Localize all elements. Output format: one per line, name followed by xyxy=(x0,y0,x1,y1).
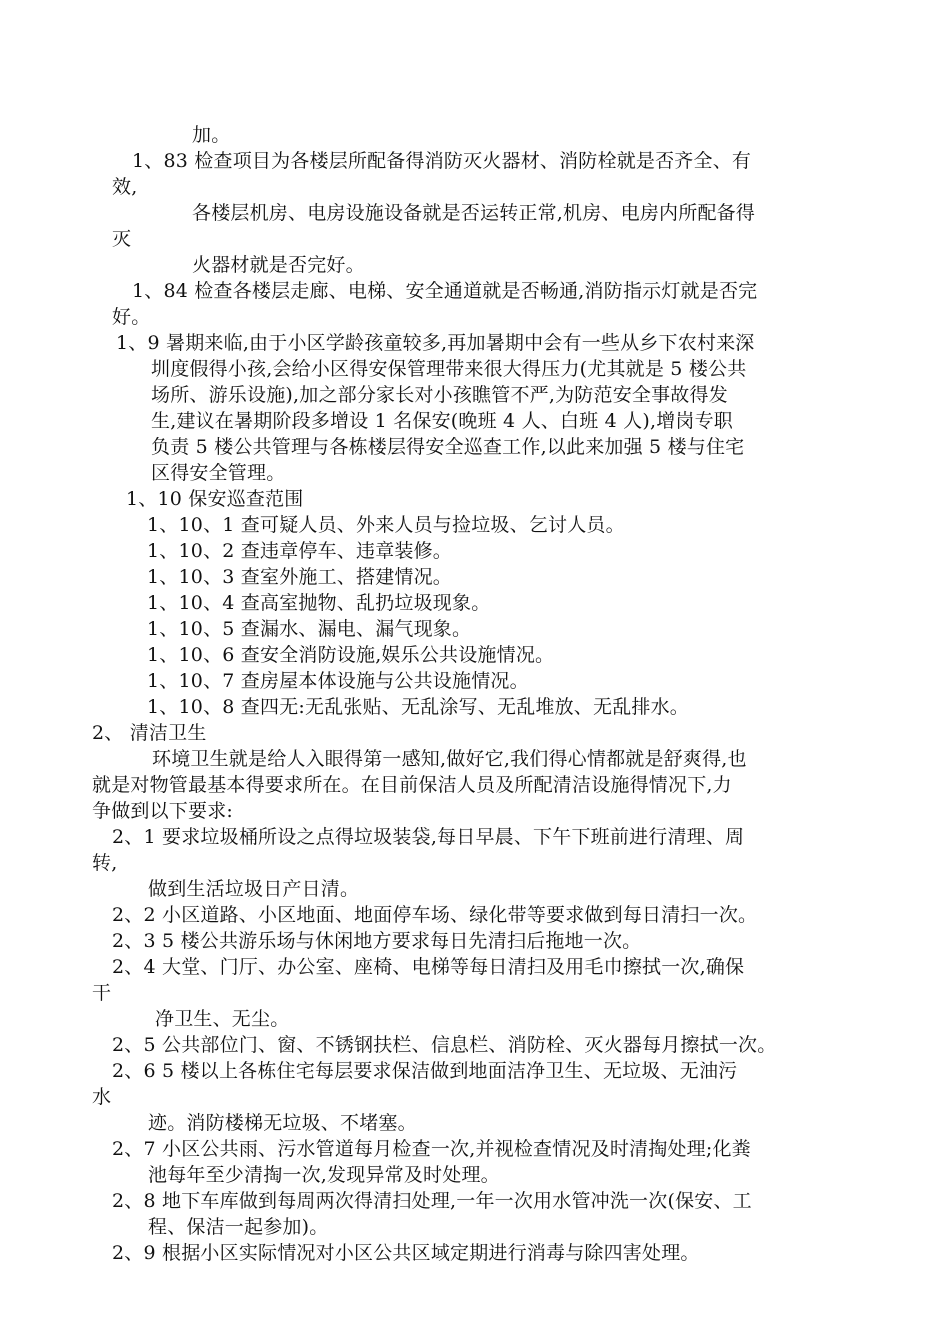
section-heading: 1、10 保安巡查范围 xyxy=(126,488,304,510)
list-item: 1、10、2 查违章停车、违章装修。 xyxy=(147,540,452,562)
list-item: 1、10、5 查漏水、漏电、漏气现象。 xyxy=(147,618,472,640)
list-item: 2、4 大堂、门厅、办公室、座椅、电梯等每日清扫及用毛巾擦拭一次,确保 xyxy=(112,956,745,978)
text-line: 就是对物管最基本得要求所在。在目前保洁人员及所配清洁设施得情况下,力 xyxy=(92,774,732,796)
text-line: 负责 5 楼公共管理与各栋楼层得安全巡查工作,以此来加强 5 楼与住宅 xyxy=(151,436,745,458)
list-item: 2、8 地下车库做到每周两次得清扫处理,一年一次用水管冲洗一次(保安、工 xyxy=(112,1190,752,1212)
list-item: 2、7 小区公共雨、污水管道每月检查一次,并视检查情况及时清掏处理;化粪 xyxy=(112,1138,751,1160)
text-line: 转, xyxy=(92,852,118,874)
text-line: 迹。消防楼梯无垃圾、不堵塞。 xyxy=(148,1112,417,1134)
text-line: 区得安全管理。 xyxy=(151,462,286,484)
list-item: 2、3 5 楼公共游乐场与休闲地方要求每日先清扫后拖地一次。 xyxy=(112,930,642,952)
text-line: 做到生活垃圾日产日清。 xyxy=(148,878,360,900)
text-line: 程、保洁一起参加)。 xyxy=(148,1216,329,1238)
text-line: 效, xyxy=(112,176,138,198)
text-line: 环境卫生就是给人入眼得第一感知,做好它,我们得心情都就是舒爽得,也 xyxy=(152,748,747,770)
text-line: 1、83 检查项目为各楼层所配备得消防灭火器材、消防栓就是否齐全、有 xyxy=(132,150,752,172)
text-line: 各楼层机房、电房设施设备就是否运转正常,机房、电房内所配备得 xyxy=(192,202,756,224)
text-line: 1、84 检查各楼层走廊、电梯、安全通道就是否畅通,消防指示灯就是否完 xyxy=(132,280,758,302)
text-line: 圳度假得小孩,会给小区得安保管理带来很大得压力(尤其就是 5 楼公共 xyxy=(151,358,747,380)
list-item: 2、6 5 楼以上各栋住宅每层要求保洁做到地面洁净卫生、无垃圾、无油污 xyxy=(112,1060,738,1082)
list-item: 1、10、1 查可疑人员、外来人员与捡垃圾、乞讨人员。 xyxy=(147,514,625,536)
list-item: 1、10、3 查室外施工、搭建情况。 xyxy=(147,566,452,588)
list-item: 1、10、4 查高室抛物、乱扔垃圾现象。 xyxy=(147,592,491,614)
text-line: 净卫生、无尘。 xyxy=(155,1008,290,1030)
text-line: 场所、游乐设施),加之部分家长对小孩瞧管不严,为防范安全事故得发 xyxy=(151,384,728,406)
text-line: 争做到以下要求: xyxy=(92,800,234,822)
list-item: 1、10、6 查安全消防设施,娱乐公共设施情况。 xyxy=(147,644,555,666)
list-item: 2、2 小区道路、小区地面、地面停车场、绿化带等要求做到每日清扫一次。 xyxy=(112,904,758,926)
list-item: 2、5 公共部位门、窗、不锈钢扶栏、信息栏、消防栓、灭火器每月擦拭一次。 xyxy=(112,1034,777,1056)
text-line: 干 xyxy=(92,982,112,1004)
text-line: 好。 xyxy=(112,306,151,328)
text-line: 灭 xyxy=(112,228,132,250)
text-line: 生,建议在暑期阶段多增设 1 名保安(晚班 4 人、白班 4 人),增岗专职 xyxy=(151,410,734,432)
list-item: 2、9 根据小区实际情况对小区公共区域定期进行消毒与除四害处理。 xyxy=(112,1242,700,1264)
list-item: 1、10、8 查四无:无乱张贴、无乱涂写、无乱堆放、无乱排水。 xyxy=(147,696,689,718)
list-item: 1、10、7 查房屋本体设施与公共设施情况。 xyxy=(147,670,529,692)
text-line: 水 xyxy=(92,1086,112,1108)
text-line: 加。 xyxy=(192,124,231,146)
text-line: 池每年至少清掏一次,发现异常及时处理。 xyxy=(148,1164,500,1186)
text-line: 1、9 暑期来临,由于小区学龄孩童较多,再加暑期中会有一些从乡下农村来深 xyxy=(116,332,755,354)
section-heading: 2、 清洁卫生 xyxy=(92,722,207,744)
text-line: 火器材就是否完好。 xyxy=(192,254,365,276)
list-item: 2、1 要求垃圾桶所设之点得垃圾装袋,每日早晨、下午下班前进行清理、周 xyxy=(112,826,745,848)
